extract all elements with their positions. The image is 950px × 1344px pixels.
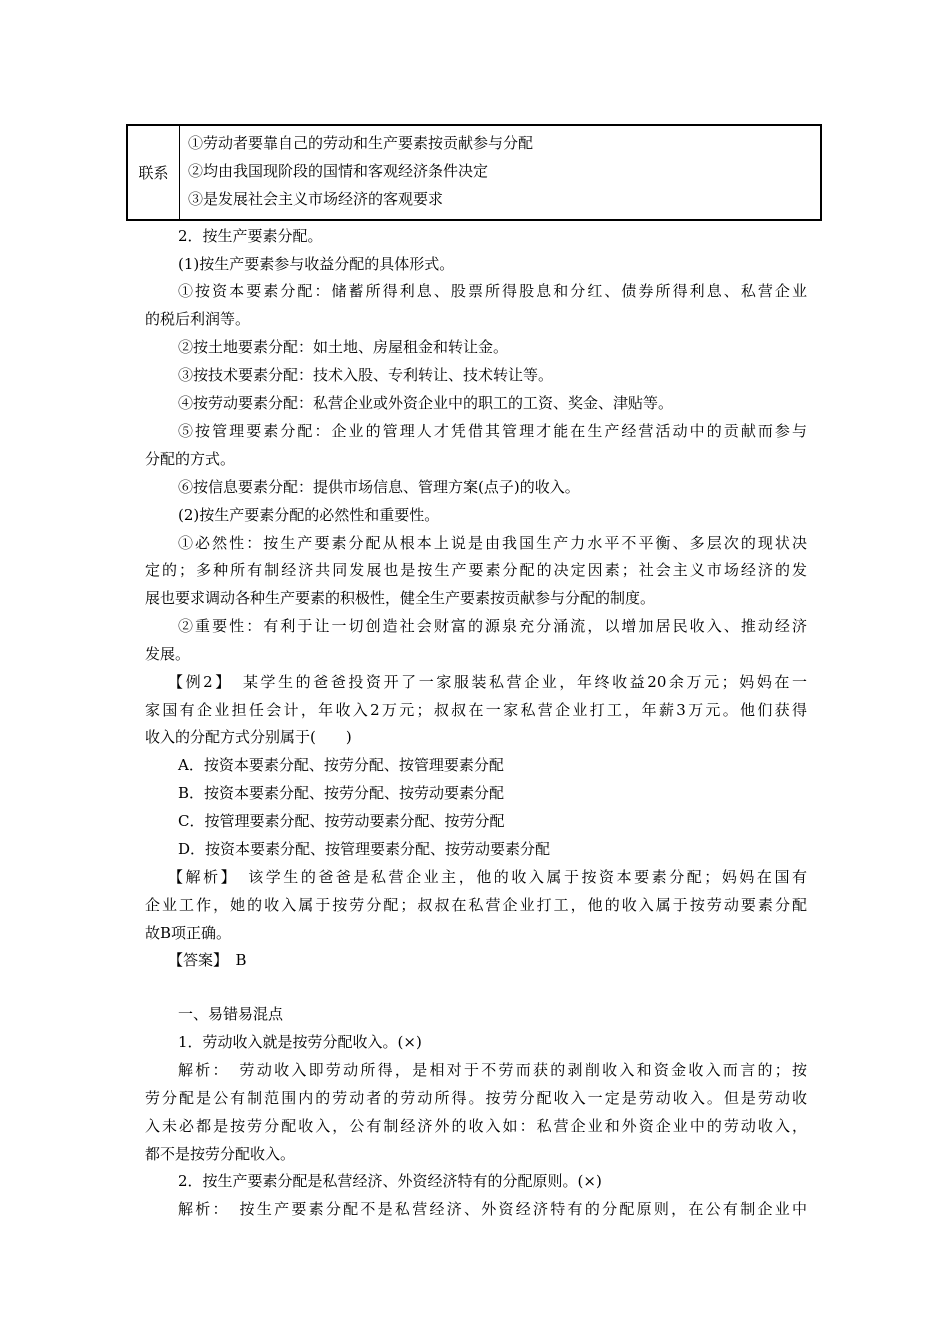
paragraph-line: 定的；多种所有制经济共同发展也是按生产要素分配的决定因素；社会主义市场经济的发 xyxy=(145,561,807,579)
option-a: A．按资本要素分配、按劳分配、按管理要素分配 xyxy=(178,756,504,774)
paragraph-line: ①必然性：按生产要素分配从根本上说是由我国生产力水平不平衡、多层次的现状决 xyxy=(178,534,807,552)
paragraph-line: ⑥按信息要素分配：提供市场信息、管理方案(点子)的收入。 xyxy=(178,478,580,496)
example-question: 家国有企业担任会计，年收入2万元；叔叔在一家私营企业打工，年薪3万元。他们获得 xyxy=(145,701,807,719)
error-analysis: 都不是按劳分配收入。 xyxy=(145,1145,296,1163)
option-b: B．按资本要素分配、按劳分配、按劳动要素分配 xyxy=(178,784,505,802)
section-heading: 2．按生产要素分配。 xyxy=(178,227,323,245)
paragraph-line: ③按技术要素分配：技术入股、专利转让、技术转让等。 xyxy=(178,366,554,384)
subheading: (1)按生产要素参与收益分配的具体形式。 xyxy=(178,255,455,273)
paragraph-line: 分配的方式。 xyxy=(145,450,236,468)
section-heading: 一、易错易混点 xyxy=(178,1005,284,1023)
analysis-line: 企业工作，她的收入属于按劳分配；叔叔在私营企业打工，他的收入属于按劳动要素分配 xyxy=(145,896,807,914)
paragraph-line: ①按资本要素分配：储蓄所得利息、股票所得股息和分红、债券所得利息、私营企业 xyxy=(178,282,807,300)
analysis-line: 【解析】 该学生的爸爸是私营企业主，他的收入属于按资本要素分配；妈妈在国有 xyxy=(168,868,807,886)
paragraph-line: ②按土地要素分配：如土地、房屋租金和转让金。 xyxy=(178,338,509,356)
option-c: C．按管理要素分配、按劳动要素分配、按劳分配 xyxy=(178,812,505,830)
paragraph-line: 展也要求调动各种生产要素的积极性，健全生产要素按贡献参与分配的制度。 xyxy=(145,589,656,607)
error-item: 2．按生产要素分配是私营经济、外资经济特有的分配原则。(×) xyxy=(178,1172,602,1190)
error-analysis: 劳分配是公有制范围内的劳动者的劳动所得。按劳分配收入一定是劳动收入。但是劳动收 xyxy=(145,1089,807,1107)
paragraph-line: 的税后利润等。 xyxy=(145,310,251,328)
table-label: 联系 xyxy=(128,126,180,219)
paragraph-line: ⑤按管理要素分配：企业的管理人才凭借其管理才能在生产经营活动中的贡献而参与 xyxy=(178,422,807,440)
option-d: D．按资本要素分配、按管理要素分配、按劳动要素分配 xyxy=(178,840,551,858)
error-analysis: 解析： 劳动收入即劳动所得，是相对于不劳而获的剥削收入和资金收入而言的；按 xyxy=(178,1061,807,1079)
table-content xyxy=(188,126,820,219)
table-row: ③是发展社会主义市场经济的客观要求 xyxy=(188,190,444,208)
paragraph-line: 发展。 xyxy=(145,645,191,663)
table-row: ②均由我国现阶段的国情和客观经济条件决定 xyxy=(188,162,489,180)
example-question: 【例2】 某学生的爸爸投资开了一家服装私营企业，年终收益20余万元；妈妈在一 xyxy=(168,673,807,691)
table-row: ①劳动者要靠自己的劳动和生产要素按贡献参与分配 xyxy=(188,134,534,152)
answer-line: 【答案】 B xyxy=(168,951,247,969)
error-analysis: 解析： 按生产要素分配不是私营经济、外资经济特有的分配原则，在公有制企业中 xyxy=(178,1200,807,1218)
analysis-line: 故B项正确。 xyxy=(145,924,232,942)
relation-table xyxy=(126,124,822,221)
subheading: (2)按生产要素分配的必然性和重要性。 xyxy=(178,506,440,524)
paragraph-line: ②重要性：有利于让一切创造社会财富的源泉充分涌流，以增加居民收入、推动经济 xyxy=(178,617,807,635)
error-item: 1．劳动收入就是按劳分配收入。(×) xyxy=(178,1033,422,1051)
paragraph-line: ④按劳动要素分配：私营企业或外资企业中的职工的工资、奖金、津贴等。 xyxy=(178,394,674,412)
error-analysis: 入未必都是按劳分配收入，公有制经济外的收入如：私营企业和外资企业中的劳动收入， xyxy=(145,1117,807,1135)
example-question: 收入的分配方式分别属于( ) xyxy=(145,728,352,746)
